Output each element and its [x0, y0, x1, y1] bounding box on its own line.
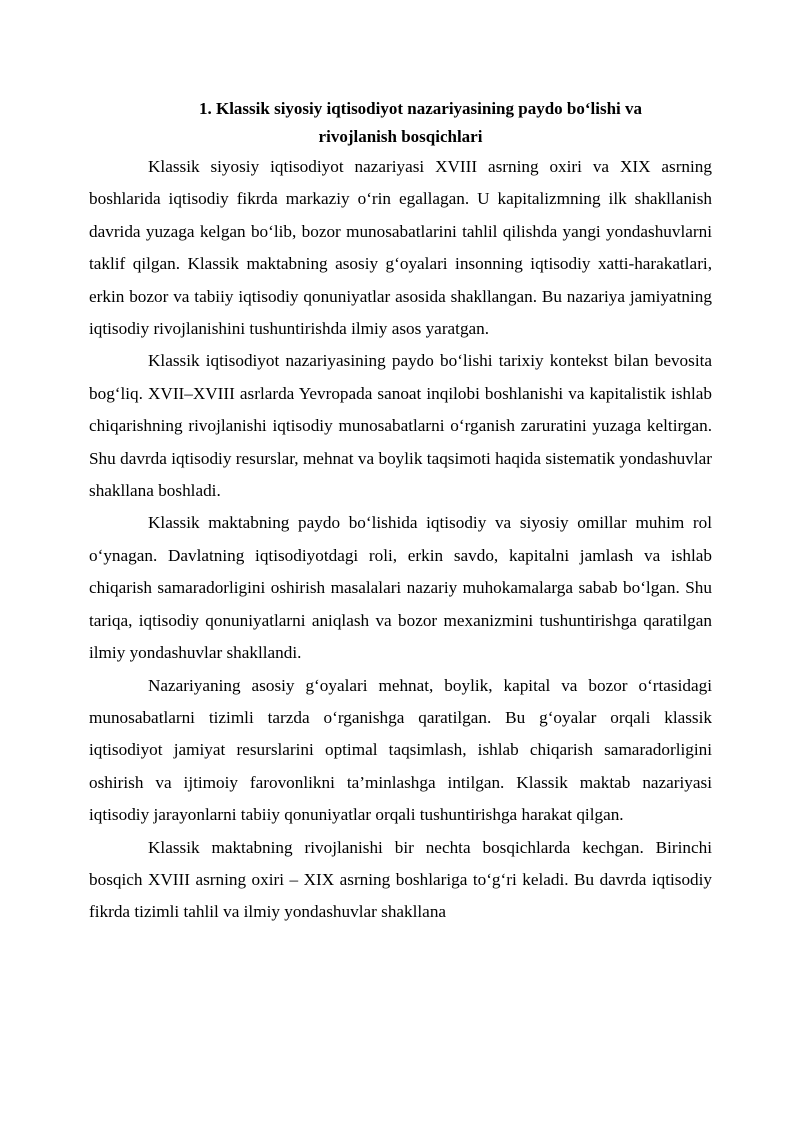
paragraph-2: Klassik iqtisodiyot nazariyasining paydo bo‘lishi tarixiy kontekst bilan bevosita bog‘liq. XVII–XVIII asrlarda Yevropada sanoat inqilobi boshlanishi va kapitalistik ishlab chiqarishning rivojlanishi iqtisodiy munosabatlarni o‘rganish zaruratini yuzaga keltirgan. Shu davrda iqtisodiy resurslar, mehnat va boylik taqsimoti haqida sistematik yondashuvlar shakllana boshladi.	[89, 351, 712, 501]
paragraph-3: Klassik maktabning paydo bo‘lishida iqtisodiy va siyosiy omillar muhim rol o‘ynagan. Davlatning iqtisodiyotdagi roli, erkin savdo, kapitalni jamlash va ishlab chiqarish samaradorligini oshirish masalalari nazariy muhokamalarga sabab bo‘lgan. Shu tariqa, iqtisodiy qonuniyatlarni aniqlash va bozor mexanizmini tushuntirishga qaratilgan ilmiy yondashuvlar shakllandi.	[89, 513, 712, 663]
section-heading-line-1: 1. Klassik siyosiy iqtisodiyot nazariyasining paydo bo‘lishi va	[198, 99, 643, 118]
paragraph-4: Nazariyaning asosiy g‘oyalari mehnat, boylik, kapital va bozor o‘rtasidagi munosabatlarni tizimli tarzda o‘rganishga qaratilgan. Bu g‘oyalar orqali klassik iqtisodiyot jamiyat resurslarini optimal taqsimlash, ishlab chiqarish samaradorligini oshirish va ijtimoiy farovonlikni ta’minlashga intilgan. Klassik maktab nazariyasi iqtisodiy jarayonlarni tabiiy qonuniyatlar orqali tushuntirishga harakat qilgan.	[89, 675, 712, 825]
document-body	[89, 95, 712, 929]
section-heading-line-2: rivojlanish bosqichlari	[318, 127, 483, 146]
paragraph-1: Klassik siyosiy iqtisodiyot nazariyasi XVIII asrning oxiri va XIX asrning boshlarida iqtisodiy fikrda markaziy o‘rin egallagan. U kapitalizmning ilk shakllanish davrida yuzaga kelgan bo‘lib, bozor munosabatlarini tahlil qilishda yangi yondashuvlarni taklif qilgan. Klassik maktabning asosiy g‘oyalari insonning iqtisodiy xatti-harakatlari, erkin bozor va tabiiy iqtisodiy qonuniyatlar asosida shakllangan. Bu nazariya jamiyatning iqtisodiy rivojlanishini tushuntirishda ilmiy asos yaratgan.	[89, 157, 712, 339]
paragraph-5: Klassik maktabning rivojlanishi bir nechta bosqichlarda kechgan. Birinchi bosqich XVIII asrning oxiri – XIX asrning boshlariga to‘g‘ri keladi. Bu davrda iqtisodiy fikrda tizimli tahlil va ilmiy yondashuvlar shakllana	[89, 837, 712, 922]
section-heading	[89, 95, 712, 151]
